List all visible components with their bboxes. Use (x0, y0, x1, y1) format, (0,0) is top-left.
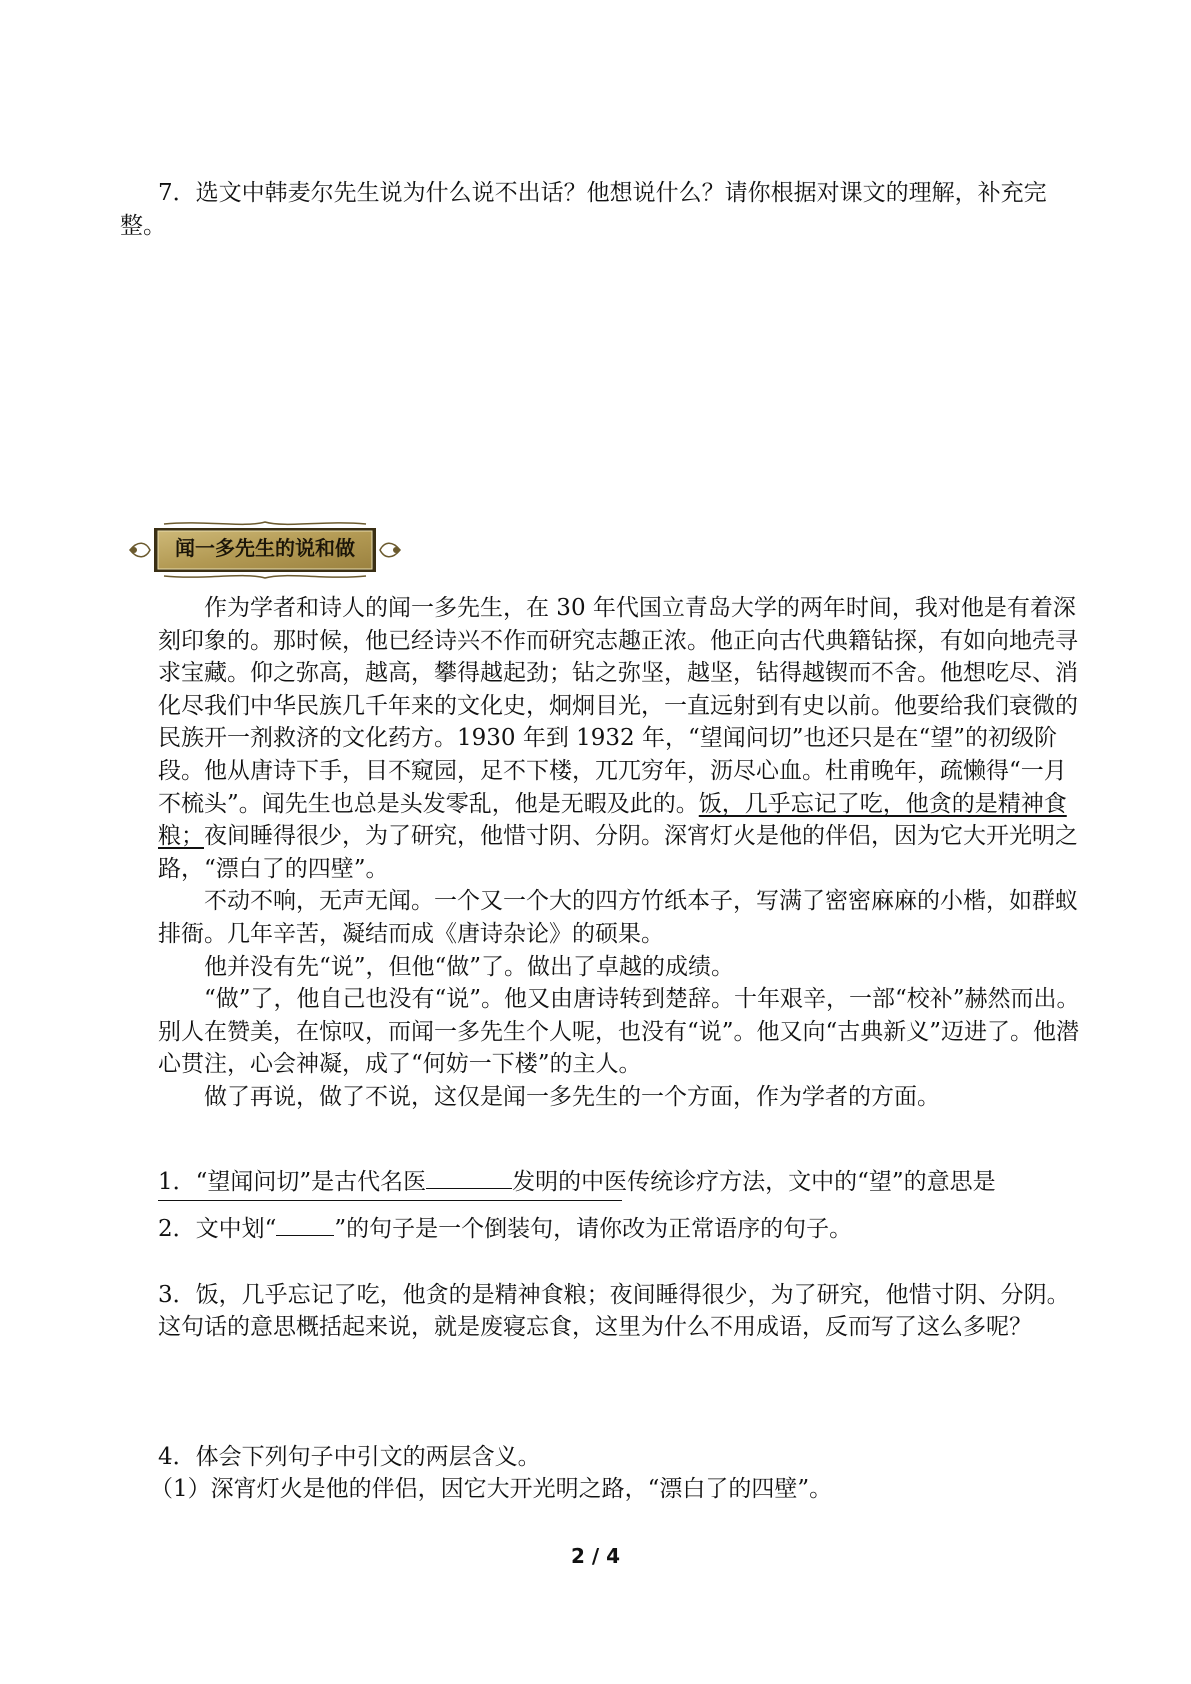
passage (158, 592, 1088, 1114)
section-title: 闻一多先生的说和做 (175, 536, 355, 560)
question-3-line-1: 3．饭，几乎忘记了吃，他贪的是精神食粮；夜间睡得很少，为了研究，他惜寸阴、分阴。 (158, 1282, 1070, 1308)
passage-paragraph-5: 做了再说，做了不说，这仅是闻一多先生的一个方面，作为学者的方面。 (204, 1083, 940, 1110)
answer-blank[interactable] (426, 1166, 512, 1189)
question-4-item-1: （1）深宵灯火是他的伴侣，因它大开光明之路，“漂白了的四壁”。 (150, 1476, 833, 1502)
answer-line[interactable] (158, 1200, 622, 1201)
passage-paragraph-3: 他并没有先“说”，但他“做”了。做出了卓越的成绩。 (204, 953, 735, 980)
underlined-sentence: 饭，几乎忘记了吃，他贪的是精神食粮； (158, 790, 1067, 850)
question-7-line-2: 整。 (120, 213, 166, 239)
question-7-line-1: 7．选文中韩麦尔先生说为什么说不出话？他想说什么？请你根据对课文的理解，补充完 (158, 180, 1047, 206)
passage-paragraph-1: 作为学者和诗人的闻一多先生，在 30 年代国立青岛大学的两年时间，我对他是有着深刻印象的。那时候，他已经诗兴不作而研究志趣正浓。他正向古代典籍钻探，有如向地壳寻求宝藏。仰之弥高，越高，攀得越起劲；钻之弥坚，越坚，钻得越锲而不舍。他想吃尽、消化尽我们中华民族几千年来的文化史，炯炯目光，一直远射到有史以前。他要给我们衰微的民族开一剂救济的文化药方。1930 年到 1932 年，“望闻问切”也还只是在“望”的初级阶段。他从唐诗下手，目不窥园，足不下楼，兀兀穷年，沥尽心血。杜甫晚年，疏懒得“一月不梳头”。闻先生也总是头发零乱，他是无暇及此的。饭，几乎忘记了吃，他贪的是精神食粮；夜间睡得很少，为了研究，他惜寸阴、分阴。深宵灯火是他的伴侣，因为它大开光明之路，“漂白了的四壁”。 (158, 595, 1078, 882)
page-number: 2 / 4 (570, 1544, 621, 1568)
passage-paragraph-4: “做”了，他自己也没有“说”。他又由唐诗转到楚辞。十年艰辛，一部“校补”赫然而出。别人在赞美，在惊叹，而闻一多先生个人呢，也没有“说”。他又向“古典新义”迈进了。他潜心贯注，心会神凝，成了“何妨一下楼”的主人。 (158, 986, 1080, 1078)
question-2: 2．文中划“ ”的句子是一个倒装句，请你改为正常语序的句子。 (158, 1213, 852, 1246)
question-3-line-2: 这句话的意思概括起来说，就是废寝忘食，这里为什么不用成语，反而写了这么多呢？ (158, 1314, 1032, 1340)
underline-sample (276, 1213, 334, 1236)
question-4: 4．体会下列句子中引文的两层含义。 (158, 1444, 541, 1470)
passage-paragraph-2: 不动不响，无声无闻。一个又一个大的四方竹纸本子，写满了密密麻麻的小楷，如群蚁排衙。几年辛苦，凝结而成《唐诗杂论》的硕果。 (158, 888, 1078, 947)
question-1: 1．“望闻问切”是古代名医 发明的中医传统诊疗方法，文中的“望”的意思是 (158, 1166, 996, 1199)
